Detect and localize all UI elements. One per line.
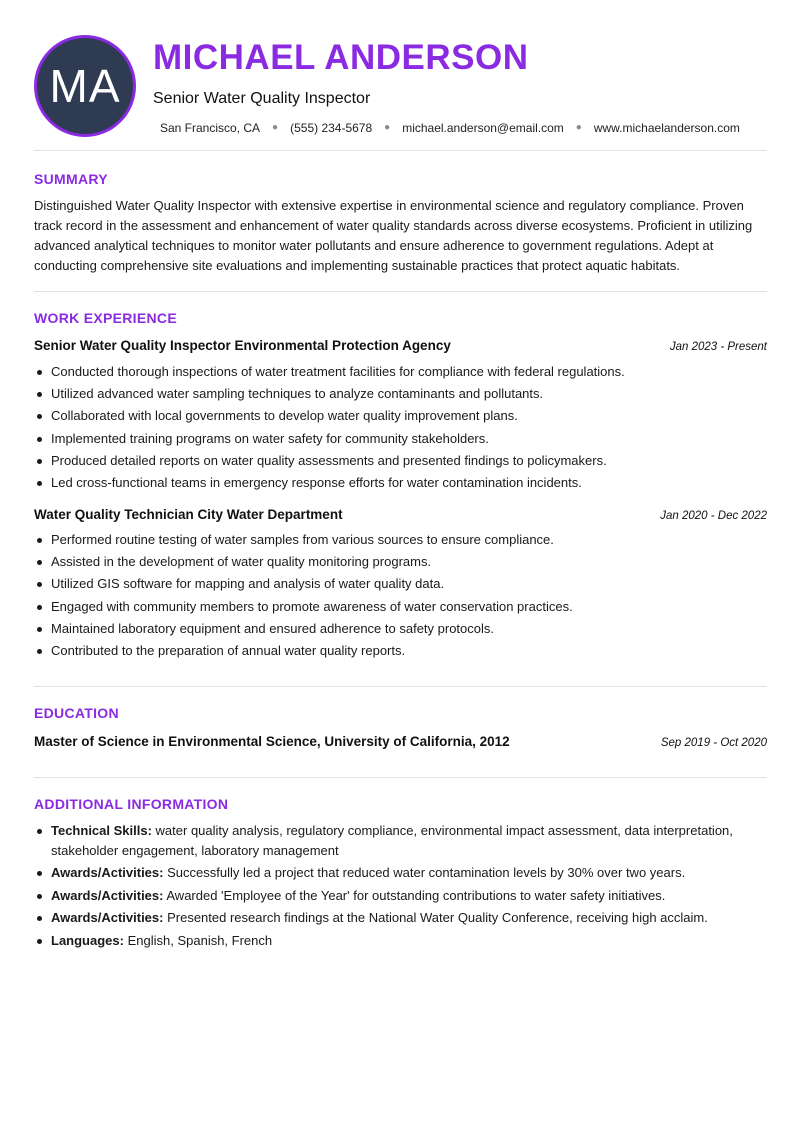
list-item: Utilized advanced water sampling techniques to analyze contaminants and pollutants. — [34, 383, 767, 405]
job-role: Senior Water Quality Inspector Environmental Protection Agency — [34, 338, 451, 353]
item-label: Awards/Activities: — [51, 887, 164, 903]
list-item — [34, 908, 767, 928]
list-item: Performed routine testing of water samples from various sources to ensure compliance. — [34, 529, 767, 551]
job-header — [34, 506, 767, 525]
item-text: Presented research findings at the National Water Quality Conference, receiving high acclaim. — [167, 910, 708, 925]
list-item: Conducted thorough inspections of water treatment facilities for compliance with federal regulations. — [34, 361, 767, 383]
additional-list — [34, 821, 767, 953]
contact-bar — [160, 120, 740, 136]
separator-dot-icon: ● — [272, 122, 279, 133]
avatar — [34, 35, 136, 137]
job-dates: Jan 2023 - Present — [669, 341, 767, 353]
separator-dot-icon: ● — [384, 122, 391, 133]
item-text: Awarded 'Employee of the Year' for outstanding contributions to water safety initiatives. — [166, 887, 666, 903]
list-item: Led cross-functional teams in emergency response efforts for water contamination incidents. — [34, 472, 767, 494]
summary-heading: SUMMARY — [34, 171, 108, 187]
education-entry — [34, 733, 767, 752]
job-dates: Jan 2020 - Dec 2022 — [660, 510, 767, 522]
job-bullets — [34, 361, 767, 494]
list-item: Contributed to the preparation of annual water quality reports. — [34, 640, 767, 662]
item-text: Successfully led a project that reduced water contamination levels by 30% over two years. — [167, 865, 686, 880]
divider — [34, 150, 767, 151]
list-item: Maintained laboratory equipment and ensured adherence to safety protocols. — [34, 618, 767, 640]
job-role: Water Quality Technician City Water Department — [34, 507, 343, 522]
list-item: Collaborated with local governments to develop water quality improvement plans. — [34, 405, 767, 427]
avatar-initials: MA — [49, 60, 121, 112]
list-item — [34, 863, 767, 883]
education-dates: Sep 2019 - Oct 2020 — [660, 737, 767, 749]
education-degree: Master of Science in Environmental Science, University of California, 2012 — [34, 734, 510, 749]
experience-heading: WORK EXPERIENCE — [34, 310, 177, 326]
contact-email: michael.anderson@email.com — [402, 121, 564, 135]
divider — [34, 777, 767, 778]
additional-heading: ADDITIONAL INFORMATION — [34, 796, 229, 812]
list-item — [34, 931, 767, 951]
list-item: Assisted in the development of water quality monitoring programs. — [34, 551, 767, 573]
contact-phone: (555) 234-5678 — [290, 121, 373, 135]
item-text: English, Spanish, French — [127, 932, 273, 948]
item-label: Awards/Activities: — [51, 910, 164, 925]
divider — [34, 291, 767, 292]
education-heading: EDUCATION — [34, 705, 119, 721]
list-item: Engaged with community members to promote awareness of water conservation practices. — [34, 596, 767, 618]
candidate-name: MICHAEL ANDERSON — [153, 38, 529, 77]
contact-website: www.michaelanderson.com — [593, 121, 740, 135]
list-item — [34, 821, 767, 860]
divider — [34, 686, 767, 687]
summary-text: Distinguished Water Quality Inspector with extensive expertise in environmental science and regulatory compliance. Proven track record in the assessment and enhancement of water quality standards across diverse ecosystems. Proficient in utilizing advanced analytical techniques to monitor water pollutants and ensure adherence to government regulations. Adept at conducting comprehensive site evaluations and implementing sustainable practices that protect aquatic habitats. — [34, 198, 753, 273]
contact-location: San Francisco, CA — [160, 121, 261, 135]
separator-dot-icon: ● — [575, 122, 582, 133]
job-header — [34, 337, 767, 356]
job-bullets — [34, 529, 767, 662]
list-item: Implemented training programs on water safety for community stakeholders. — [34, 428, 767, 450]
item-label: Technical Skills: — [51, 823, 152, 838]
candidate-title: Senior Water Quality Inspector — [153, 90, 371, 107]
item-label: Awards/Activities: — [51, 865, 164, 880]
list-item: Produced detailed reports on water quality assessments and presented findings to policymakers. — [34, 450, 767, 472]
list-item: Utilized GIS software for mapping and analysis of water quality data. — [34, 573, 767, 595]
item-label: Languages: — [51, 932, 124, 948]
list-item — [34, 886, 767, 906]
item-text: water quality analysis, regulatory compliance, environmental impact assessment, data interpretation, stakeholder engagement, laboratory management — [51, 823, 733, 858]
